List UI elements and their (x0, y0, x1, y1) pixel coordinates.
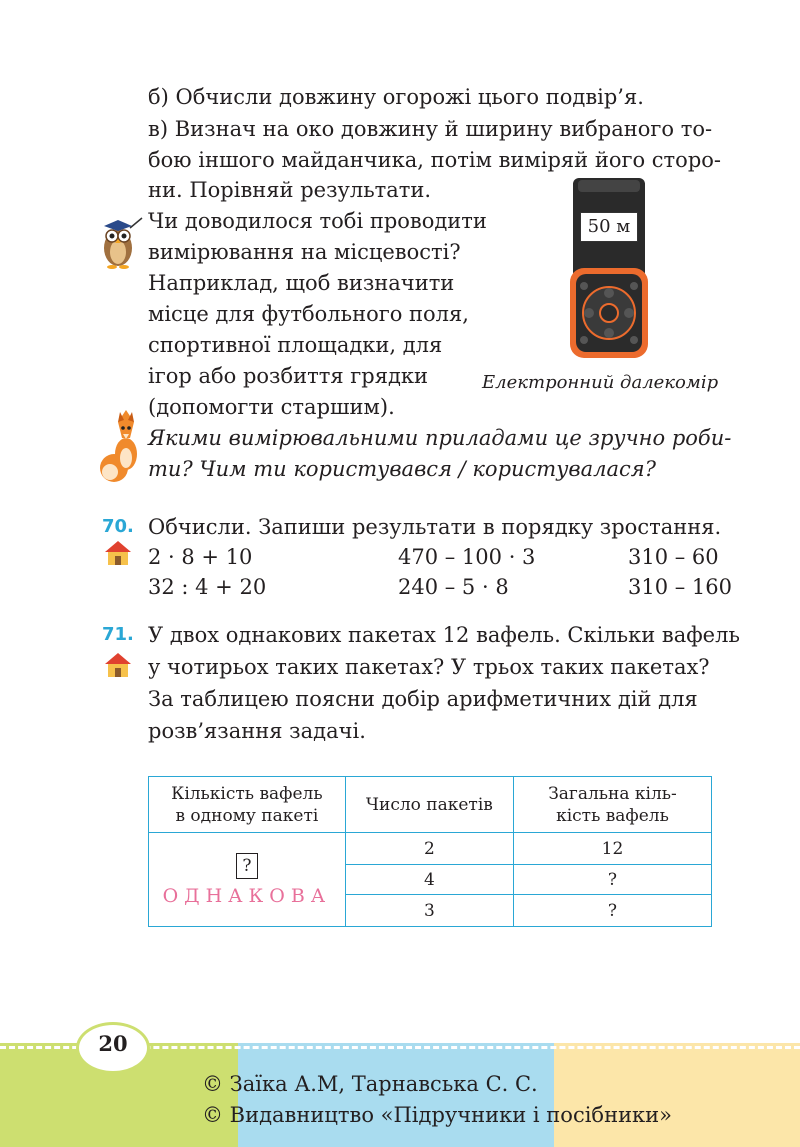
owl-text-line: спортивної площадки, для (148, 333, 443, 357)
expression: 32 : 4 + 20 (148, 575, 267, 599)
owl-text-line: Наприклад, щоб визначити (148, 271, 455, 295)
table-cell: 4 (345, 865, 513, 895)
same-value-cell (149, 833, 346, 927)
table-cell: ? (513, 865, 711, 895)
owl-text-line: (допомогти старшим). (148, 395, 395, 419)
fox-icon (96, 408, 144, 484)
task-70-text: Обчисли. Запиши результати в порядку зростання. (148, 515, 722, 539)
task-v-line-2: бою іншого майданчика, потім виміряй його сторо- (148, 148, 721, 172)
homework-house-icon (104, 540, 132, 566)
expression: 240 – 5 · 8 (398, 575, 509, 599)
copyright-publisher: © Видавництво «Підручники і посібники» (202, 1103, 673, 1127)
task-b-line: б) Обчисли довжину огорожі цього подвір’я. (148, 85, 644, 109)
expression: 310 – 160 (628, 575, 733, 599)
owl-text-line: Чи доводилося тобі проводити (148, 209, 487, 233)
table-cell: 12 (513, 833, 711, 865)
owl-text-line: місце для футбольного поля, (148, 302, 469, 326)
unknown-box: ? (236, 853, 258, 879)
table-cell: 3 (345, 895, 513, 927)
task-71-line: За таблицею поясни добір арифметичних дій для (148, 687, 698, 711)
waffle-table (148, 776, 712, 927)
task-71-line: у чотирьох таких пакетах? У трьох таких пакетах? (148, 655, 710, 679)
task-71-line: У двох однакових пакетах 12 вафель. Скільки вафель (148, 623, 740, 647)
owl-text-line: вимірювання на місцевості? (148, 240, 461, 264)
task-v-line-1: в) Визнач на око довжину й ширину вибраного то- (148, 117, 713, 141)
expression: 470 – 100 · 3 (398, 545, 536, 569)
expression: 2 · 8 + 10 (148, 545, 253, 569)
rangefinder-caption: Електронний далекомір (482, 372, 719, 393)
page-number: 20 (98, 1031, 128, 1056)
header-total-waffles: Загальна кіль- кість вафель (513, 777, 711, 833)
owl-teacher-icon (94, 212, 144, 270)
fox-text-line: Якими вимірювальними приладами це зручно роби- (148, 426, 732, 450)
rangefinder-display: 50 м (580, 212, 638, 242)
table-cell: ? (513, 895, 711, 927)
rangefinder-illustration (570, 178, 648, 358)
expression: 310 – 60 (628, 545, 719, 569)
same-label: ОДНАКОВА (162, 884, 332, 907)
header-number-of-packs: Число пакетів (345, 777, 513, 833)
footer-band-yellow (554, 1043, 800, 1147)
homework-house-icon (104, 652, 132, 678)
task-v-line-3: ни. Порівняй результати. (148, 178, 432, 202)
owl-text-line: ігор або розбиття грядки (148, 364, 429, 388)
table-cell: 2 (345, 833, 513, 865)
task-71-number: 71. (102, 624, 134, 645)
task-70-number: 70. (102, 516, 134, 537)
header-waffles-per-pack: Кількість вафель в одному пакеті (149, 777, 346, 833)
fox-text-line: ти? Чим ти користувався / користувалася? (148, 457, 656, 481)
task-71-line: розв’язання задачі. (148, 719, 366, 743)
copyright-authors: © Заїка А.М, Тарнавська С. С. (202, 1072, 538, 1096)
